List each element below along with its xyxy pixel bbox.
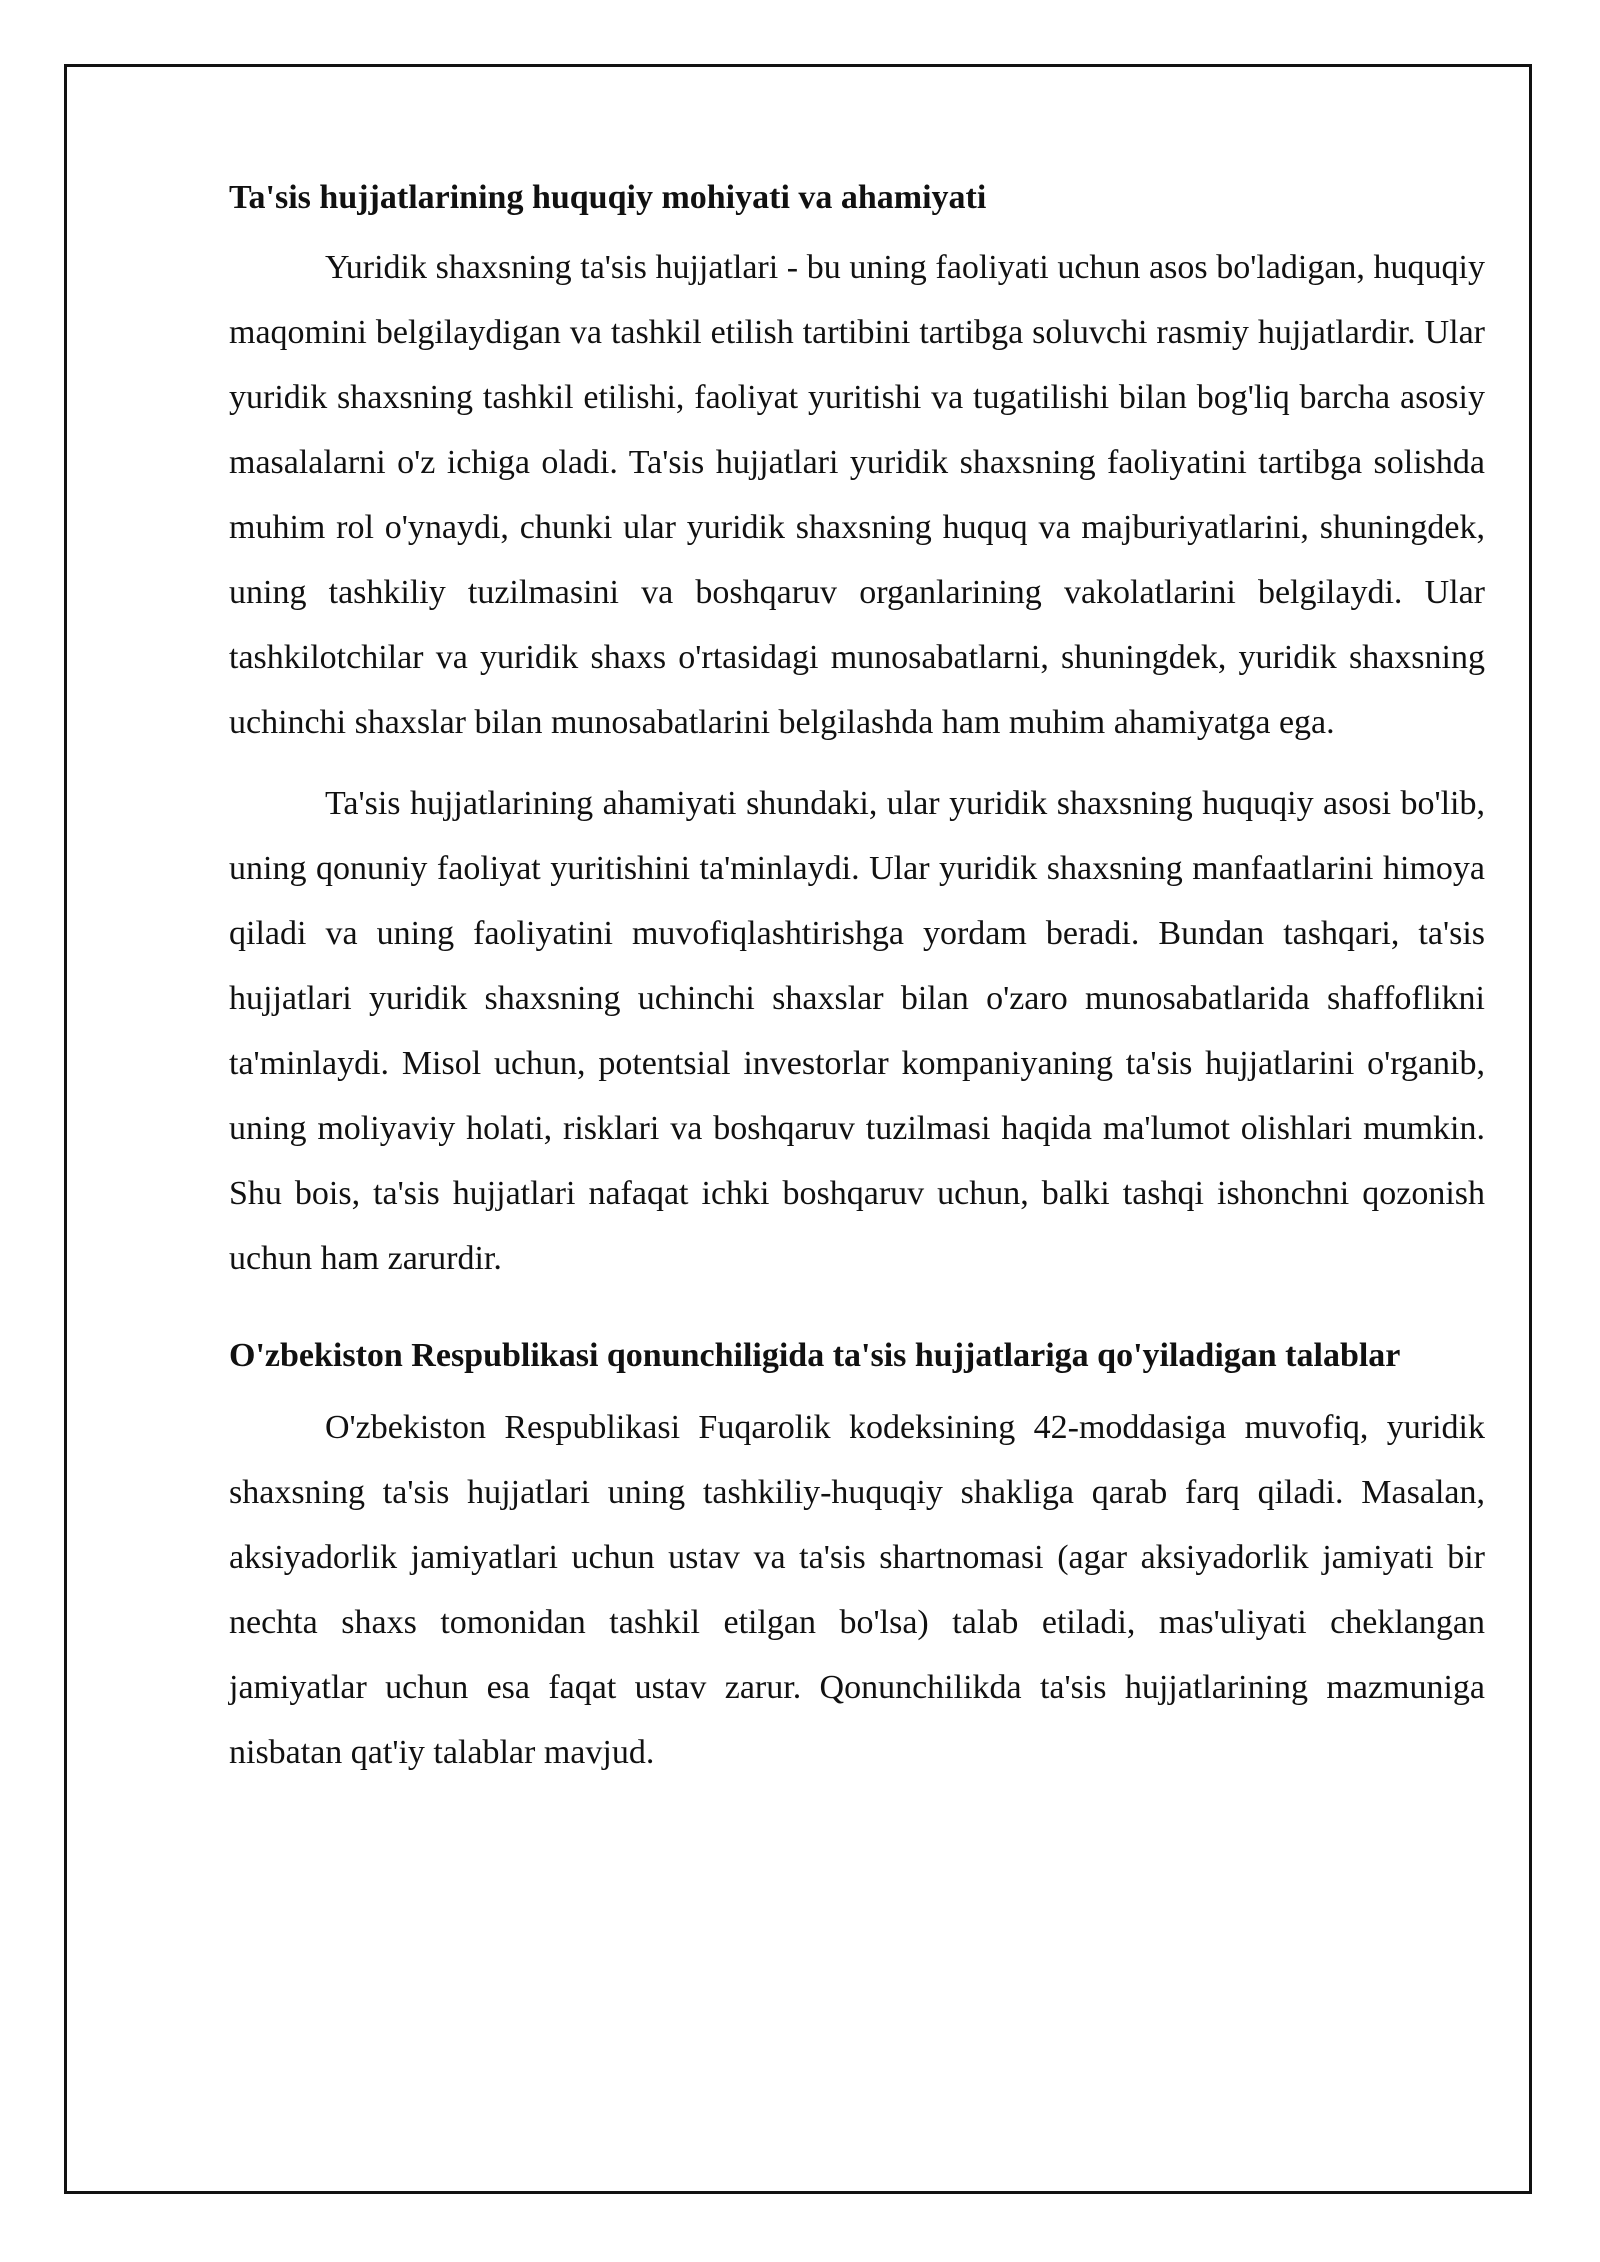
section-heading-legal-nature: Ta'sis hujjatlarining huquqiy mohiyati va ahamiyati <box>229 179 987 216</box>
section-heading-requirements: O'zbekiston Respublikasi qonunchiligida ta'sis hujjatlariga qo'yiladigan talablar <box>229 1337 1401 1374</box>
document-body <box>229 172 1485 1785</box>
paragraph-civil-code: O'zbekiston Respublikasi Fuqarolik kodeksining 42-moddasiga muvofiq, yuridik shaxsning ta'sis hujjatlari uning tashkiliy-huquqiy shakliga qarab farq qiladi. Masalan, aksiyadorlik jamiyatlari uchun ustav va ta'sis shartnomasi (agar aksiyadorlik jamiyati bir nechta shaxs tomonidan tashkil etilgan bo'lsa) talab etiladi, mas'uliyati cheklangan jamiyatlar uchun esa faqat ustav zarur. Qonunchilikda ta'sis hujjatlarining mazmuniga nisbatan qat'iy talablar mavjud. <box>229 1409 1485 1771</box>
paragraph-importance: Ta'sis hujjatlarining ahamiyati shundaki, ular yuridik shaxsning huquqiy asosi bo'lib, uning qonuniy faoliyat yuritishini ta'minlaydi. Ular yuridik shaxsning manfaatlarini himoya qiladi va uning faoliyatini muvofiqlashtirishga yordam beradi. Bundan tashqari, ta'sis hujjatlari yuridik shaxsning uchinchi shaxslar bilan o'zaro munosabatlarida shaffoflikni ta'minlaydi. Misol uchun, potentsial investorlar kompaniyaning ta'sis hujjatlarini o'rganib, uning moliyaviy holati, risklari va boshqaruv tuzilmasi haqida ma'lumot olishlari mumkin. Shu bois, ta'sis hujjatlari nafaqat ichki boshqaruv uchun, balki tashqi ishonchni qozonish uchun ham zarurdir. <box>229 785 1485 1277</box>
paragraph-definition: Yuridik shaxsning ta'sis hujjatlari - bu uning faoliyati uchun asos bo'ladigan, huquqiy maqomini belgilaydigan va tashkil etilish tartibini tartibga soluvchi rasmiy hujjatlardir. Ular yuridik shaxsning tashkil etilishi, faoliyat yuritishi va tugatilishi bilan bog'liq barcha asosiy masalalarni o'z ichiga oladi. Ta'sis hujjatlari yuridik shaxsning faoliyatini tartibga solishda muhim rol o'ynaydi, chunki ular yuridik shaxsning huquq va majburiyatlarini, shuningdek, uning tashkiliy tuzilmasini va boshqaruv organlarining vakolatlarini belgilaydi. Ular tashkilotchilar va yuridik shaxs o'rtasidagi munosabatlarni, shuningdek, yuridik shaxsning uchinchi shaxslar bilan munosabatlarini belgilashda ham muhim ahamiyatga ega. <box>229 249 1485 741</box>
